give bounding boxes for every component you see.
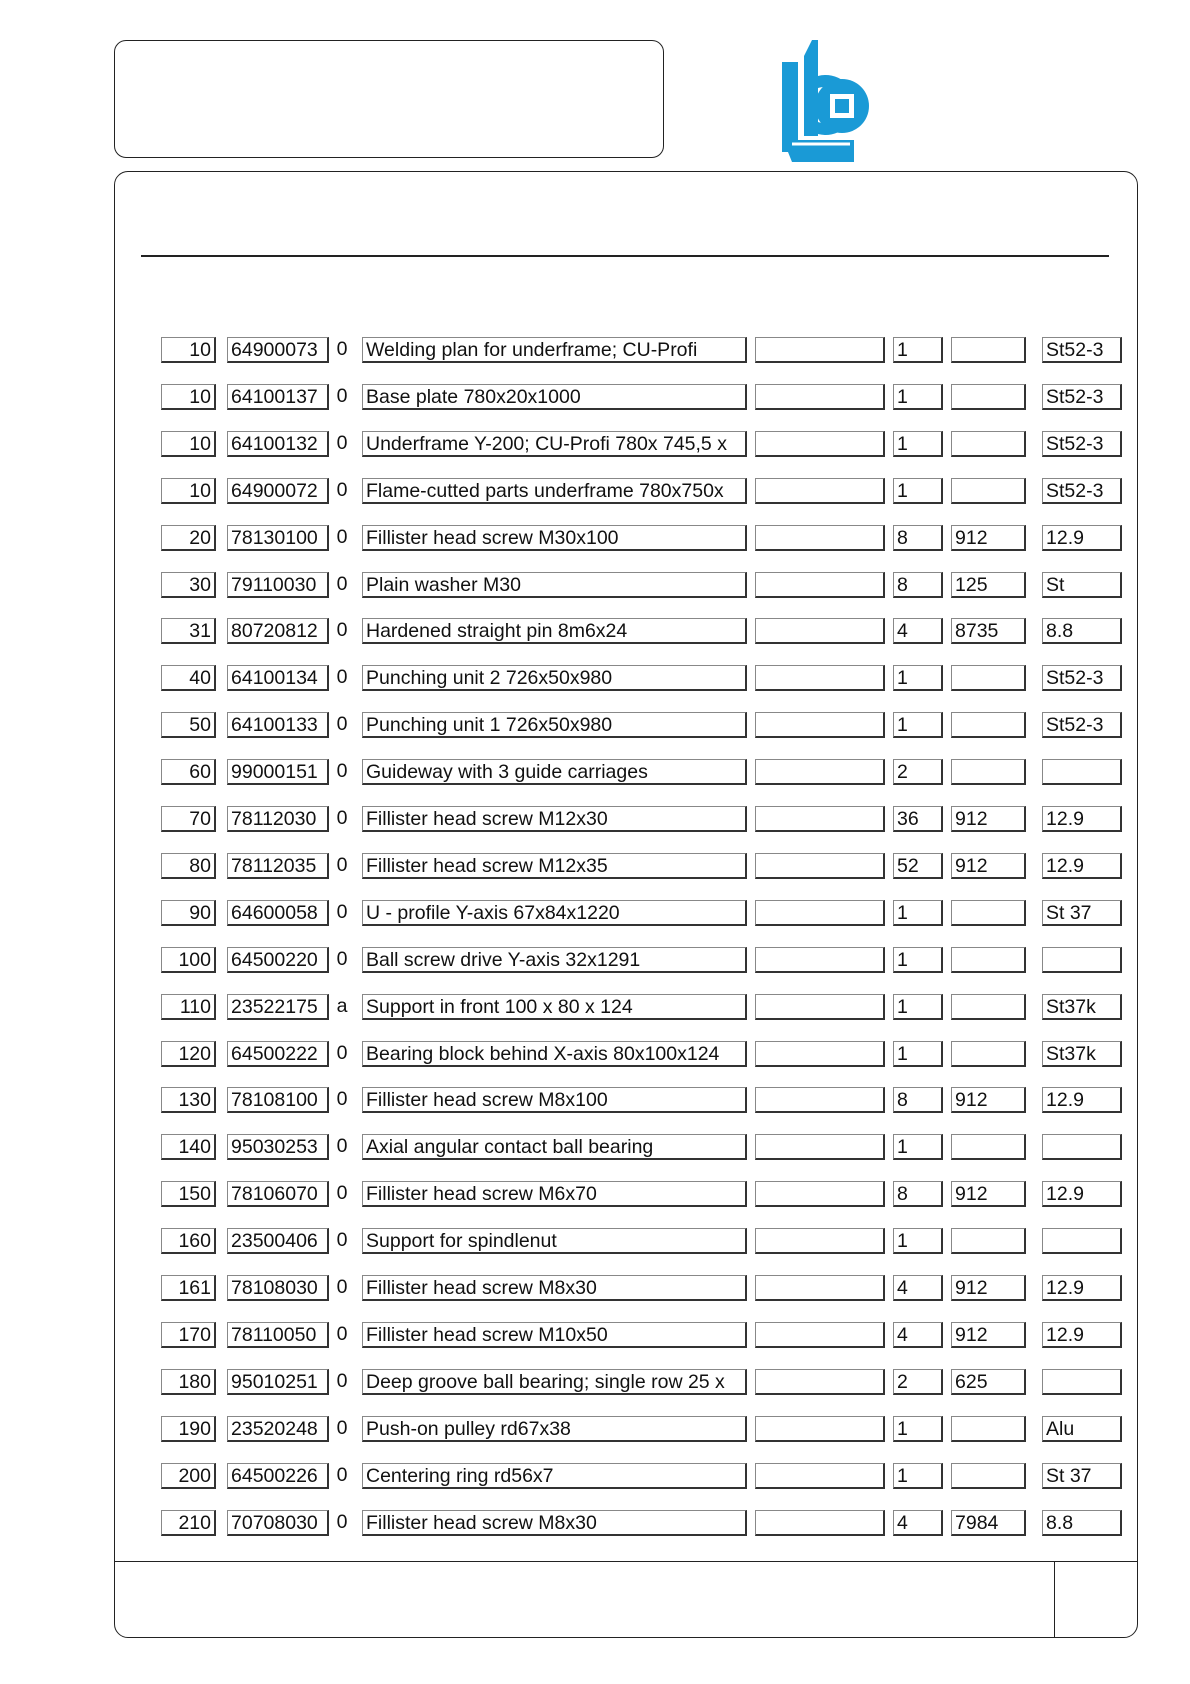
table-row (0, 1510, 1190, 1536)
norm-cell: 912 (951, 1181, 1026, 1207)
pos-cell: 40 (161, 665, 216, 691)
empty-cell (755, 1087, 885, 1113)
material-cell: St52-3 (1042, 665, 1122, 691)
article-number-cell: 64500226 (227, 1463, 329, 1489)
description-cell: Fillister head screw M12x30 (362, 806, 747, 832)
norm-cell: 912 (951, 1322, 1026, 1348)
norm-cell (951, 1041, 1026, 1067)
empty-cell (755, 572, 885, 598)
pos-cell: 100 (161, 947, 216, 973)
article-number-cell: 95010251 (227, 1369, 329, 1395)
norm-cell: 912 (951, 525, 1026, 551)
material-cell: 12.9 (1042, 1087, 1122, 1113)
index-cell: 0 (336, 713, 348, 736)
norm-cell (951, 712, 1026, 738)
article-number-cell: 64100133 (227, 712, 329, 738)
pos-cell: 10 (161, 431, 216, 457)
pos-cell: 20 (161, 525, 216, 551)
description-cell: Plain washer M30 (362, 572, 747, 598)
empty-cell (755, 1463, 885, 1489)
material-cell: 12.9 (1042, 1275, 1122, 1301)
index-cell: 0 (336, 1135, 348, 1158)
table-row (0, 947, 1190, 973)
quantity-cell: 1 (893, 1416, 943, 1442)
material-cell: St52-3 (1042, 431, 1122, 457)
description-cell: Fillister head screw M30x100 (362, 525, 747, 551)
norm-cell: 912 (951, 1087, 1026, 1113)
index-cell: 0 (336, 525, 348, 548)
description-cell: Fillister head screw M6x70 (362, 1181, 747, 1207)
quantity-cell: 4 (893, 1275, 943, 1301)
quantity-cell: 8 (893, 1181, 943, 1207)
norm-cell (951, 1134, 1026, 1160)
norm-cell: 912 (951, 806, 1026, 832)
empty-cell (755, 1228, 885, 1254)
quantity-cell: 1 (893, 1463, 943, 1489)
index-cell: 0 (336, 572, 348, 595)
pos-cell: 150 (161, 1181, 216, 1207)
article-number-cell: 78108030 (227, 1275, 329, 1301)
empty-cell (755, 806, 885, 832)
quantity-cell: 1 (893, 384, 943, 410)
table-row (0, 337, 1190, 363)
index-cell: 0 (336, 338, 348, 360)
material-cell: St52-3 (1042, 337, 1122, 363)
quantity-cell: 1 (893, 478, 943, 504)
index-cell: 0 (336, 760, 348, 783)
article-number-cell: 80720812 (227, 618, 329, 644)
material-cell: 12.9 (1042, 1322, 1122, 1348)
norm-cell (951, 665, 1026, 691)
quantity-cell: 1 (893, 337, 943, 363)
norm-cell (951, 478, 1026, 504)
empty-cell (755, 853, 885, 879)
article-number-cell: 79110030 (227, 572, 329, 598)
index-cell: 0 (336, 619, 348, 642)
index-cell: a (336, 994, 348, 1017)
norm-cell: 8735 (951, 618, 1026, 644)
material-cell: 12.9 (1042, 1181, 1122, 1207)
index-cell: 0 (336, 478, 348, 501)
table-row (0, 900, 1190, 926)
article-number-cell: 78112035 (227, 853, 329, 879)
quantity-cell: 8 (893, 525, 943, 551)
table-row (0, 759, 1190, 785)
table-row (0, 1181, 1190, 1207)
quantity-cell: 1 (893, 1041, 943, 1067)
index-cell: 0 (336, 853, 348, 876)
table-row (0, 1134, 1190, 1160)
description-cell: Underframe Y-200; CU-Profi 780x 745,5 x (362, 431, 747, 457)
quantity-cell: 8 (893, 1087, 943, 1113)
article-number-cell: 64500222 (227, 1041, 329, 1067)
article-number-cell: 64900073 (227, 337, 329, 363)
article-number-cell: 64100132 (227, 431, 329, 457)
article-number-cell: 64600058 (227, 900, 329, 926)
empty-cell (755, 618, 885, 644)
empty-cell (755, 1181, 885, 1207)
index-cell: 0 (336, 1463, 348, 1486)
article-number-cell: 64100137 (227, 384, 329, 410)
empty-cell (755, 478, 885, 504)
index-cell: 0 (336, 807, 348, 829)
empty-cell (755, 665, 885, 691)
description-cell: Ball screw drive Y-axis 32x1291 (362, 947, 747, 973)
quantity-cell: 1 (893, 1228, 943, 1254)
empty-cell (755, 337, 885, 363)
pos-cell: 110 (161, 994, 216, 1020)
table-row (0, 525, 1190, 551)
material-cell (1042, 1369, 1122, 1395)
material-cell (1042, 1134, 1122, 1160)
empty-cell (755, 1275, 885, 1301)
description-cell: U - profile Y-axis 67x84x1220 (362, 900, 747, 926)
quantity-cell: 1 (893, 431, 943, 457)
pos-cell: 80 (161, 853, 216, 879)
quantity-cell: 1 (893, 947, 943, 973)
material-cell (1042, 759, 1122, 785)
table-row (0, 384, 1190, 410)
pos-cell: 190 (161, 1416, 216, 1442)
norm-cell (951, 384, 1026, 410)
index-cell: 0 (336, 1088, 348, 1111)
norm-cell: 125 (951, 572, 1026, 598)
pos-cell: 10 (161, 478, 216, 504)
norm-cell: 912 (951, 1275, 1026, 1301)
description-cell: Fillister head screw M8x30 (362, 1275, 747, 1301)
norm-cell (951, 1463, 1026, 1489)
material-cell: St52-3 (1042, 478, 1122, 504)
description-cell: Guideway with 3 guide carriages (362, 759, 747, 785)
norm-cell (951, 337, 1026, 363)
norm-cell (951, 947, 1026, 973)
table-row (0, 431, 1190, 457)
material-cell: St 37 (1042, 1463, 1122, 1489)
index-cell: 0 (336, 1041, 348, 1064)
table-row (0, 1275, 1190, 1301)
article-number-cell: 78106070 (227, 1181, 329, 1207)
index-cell: 0 (336, 1369, 348, 1392)
description-cell: Base plate 780x20x1000 (362, 384, 747, 410)
quantity-cell: 2 (893, 1369, 943, 1395)
material-cell: 12.9 (1042, 853, 1122, 879)
material-cell: St52-3 (1042, 712, 1122, 738)
description-cell: Hardened straight pin 8m6x24 (362, 618, 747, 644)
quantity-cell: 2 (893, 759, 943, 785)
table-row (0, 1228, 1190, 1254)
description-cell: Punching unit 2 726x50x980 (362, 665, 747, 691)
norm-cell (951, 900, 1026, 926)
description-cell: Welding plan for underframe; CU-Profi (362, 337, 747, 363)
article-number-cell: 64100134 (227, 665, 329, 691)
norm-cell: 625 (951, 1369, 1026, 1395)
article-number-cell: 95030253 (227, 1134, 329, 1160)
description-cell: Deep groove ball bearing; single row 25 x (362, 1369, 747, 1395)
material-cell: St52-3 (1042, 384, 1122, 410)
empty-cell (755, 1134, 885, 1160)
table-row (0, 618, 1190, 644)
pos-cell: 50 (161, 712, 216, 738)
quantity-cell: 1 (893, 994, 943, 1020)
material-cell: 12.9 (1042, 806, 1122, 832)
article-number-cell: 70708030 (227, 1510, 329, 1536)
article-number-cell: 78112030 (227, 806, 329, 832)
index-cell: 0 (336, 1322, 348, 1345)
quantity-cell: 4 (893, 1510, 943, 1536)
material-cell: 12.9 (1042, 525, 1122, 551)
description-cell: Bearing block behind X-axis 80x100x124 (362, 1041, 747, 1067)
article-number-cell: 78110050 (227, 1322, 329, 1348)
empty-cell (755, 1369, 885, 1395)
index-cell: 0 (336, 947, 348, 970)
pos-cell: 120 (161, 1041, 216, 1067)
pos-cell: 140 (161, 1134, 216, 1160)
material-cell (1042, 947, 1122, 973)
table-row (0, 994, 1190, 1020)
article-number-cell: 23500406 (227, 1228, 329, 1254)
index-cell: 0 (336, 1416, 348, 1439)
pos-cell: 170 (161, 1322, 216, 1348)
material-cell: 8.8 (1042, 618, 1122, 644)
quantity-cell: 1 (893, 1134, 943, 1160)
index-cell: 0 (336, 384, 348, 407)
table-row (0, 712, 1190, 738)
pos-cell: 130 (161, 1087, 216, 1113)
index-cell: 0 (336, 431, 348, 454)
empty-cell (755, 384, 885, 410)
pos-cell: 90 (161, 900, 216, 926)
empty-cell (755, 431, 885, 457)
article-number-cell: 78108100 (227, 1087, 329, 1113)
pos-cell: 10 (161, 337, 216, 363)
table-row (0, 1087, 1190, 1113)
table-row (0, 1369, 1190, 1395)
pos-cell: 161 (161, 1275, 216, 1301)
description-cell: Axial angular contact ball bearing (362, 1134, 747, 1160)
quantity-cell: 52 (893, 853, 943, 879)
description-cell: Support for spindlenut (362, 1228, 747, 1254)
description-cell: Support in front 100 x 80 x 124 (362, 994, 747, 1020)
table-row (0, 1041, 1190, 1067)
material-cell: Alu (1042, 1416, 1122, 1442)
description-cell: Push-on pulley rd67x38 (362, 1416, 747, 1442)
empty-cell (755, 1322, 885, 1348)
norm-cell (951, 759, 1026, 785)
material-cell: 8.8 (1042, 1510, 1122, 1536)
empty-cell (755, 947, 885, 973)
description-cell: Punching unit 1 726x50x980 (362, 712, 747, 738)
article-number-cell: 99000151 (227, 759, 329, 785)
table-row (0, 1463, 1190, 1489)
quantity-cell: 4 (893, 1322, 943, 1348)
table-row (0, 1322, 1190, 1348)
material-cell (1042, 1228, 1122, 1254)
article-number-cell: 64900072 (227, 478, 329, 504)
empty-cell (755, 994, 885, 1020)
material-cell: St37k (1042, 994, 1122, 1020)
norm-cell: 912 (951, 853, 1026, 879)
description-cell: Centering ring rd56x7 (362, 1463, 747, 1489)
pos-cell: 180 (161, 1369, 216, 1395)
empty-cell (755, 1510, 885, 1536)
empty-cell (755, 1041, 885, 1067)
article-number-cell: 23520248 (227, 1416, 329, 1442)
index-cell: 0 (336, 1182, 348, 1205)
table-row (0, 665, 1190, 691)
quantity-cell: 4 (893, 618, 943, 644)
description-cell: Fillister head screw M8x30 (362, 1510, 747, 1536)
norm-cell: 7984 (951, 1510, 1026, 1536)
material-cell: St 37 (1042, 900, 1122, 926)
pos-cell: 210 (161, 1510, 216, 1536)
table-row (0, 478, 1190, 504)
index-cell: 0 (336, 900, 348, 923)
quantity-cell: 1 (893, 665, 943, 691)
pos-cell: 60 (161, 759, 216, 785)
table-row (0, 853, 1190, 879)
empty-cell (755, 712, 885, 738)
description-cell: Fillister head screw M12x35 (362, 853, 747, 879)
description-cell: Flame-cutted parts underframe 780x750x (362, 478, 747, 504)
pos-cell: 10 (161, 384, 216, 410)
empty-cell (755, 759, 885, 785)
norm-cell (951, 994, 1026, 1020)
material-cell: St (1042, 572, 1122, 598)
index-cell: 0 (336, 1229, 348, 1252)
article-number-cell: 23522175 (227, 994, 329, 1020)
empty-cell (755, 1416, 885, 1442)
index-cell: 0 (336, 1510, 348, 1533)
table-row (0, 806, 1190, 832)
pos-cell: 31 (161, 618, 216, 644)
pos-cell: 160 (161, 1228, 216, 1254)
quantity-cell: 1 (893, 712, 943, 738)
pos-cell: 70 (161, 806, 216, 832)
pos-cell: 30 (161, 572, 216, 598)
empty-cell (755, 900, 885, 926)
table-row (0, 572, 1190, 598)
quantity-cell: 36 (893, 806, 943, 832)
description-cell: Fillister head screw M10x50 (362, 1322, 747, 1348)
material-cell: St37k (1042, 1041, 1122, 1067)
pos-cell: 200 (161, 1463, 216, 1489)
norm-cell (951, 431, 1026, 457)
article-number-cell: 78130100 (227, 525, 329, 551)
norm-cell (951, 1416, 1026, 1442)
index-cell: 0 (336, 666, 348, 689)
empty-cell (755, 525, 885, 551)
description-cell: Fillister head screw M8x100 (362, 1087, 747, 1113)
quantity-cell: 1 (893, 900, 943, 926)
table-row (0, 1416, 1190, 1442)
article-number-cell: 64500220 (227, 947, 329, 973)
index-cell: 0 (336, 1276, 348, 1298)
quantity-cell: 8 (893, 572, 943, 598)
norm-cell (951, 1228, 1026, 1254)
